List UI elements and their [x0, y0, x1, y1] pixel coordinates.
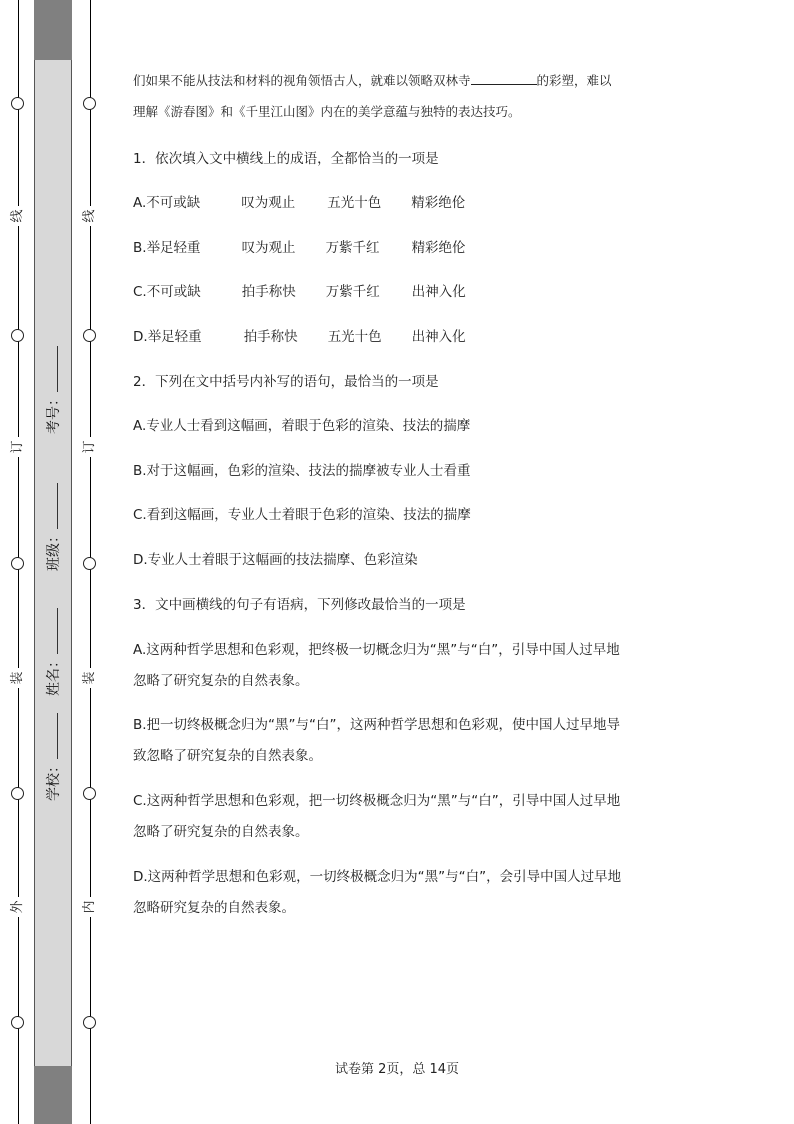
option-word: 举足轻重 [146, 240, 201, 256]
inner-mark-zhuang: 装 [80, 668, 100, 688]
inner-circle-marker [83, 787, 96, 800]
class-blank[interactable] [45, 483, 58, 529]
option-word: 五光十色 [327, 195, 382, 211]
inner-mark-xian: 线 [80, 206, 100, 226]
question-1-option-b[interactable] [133, 236, 466, 256]
option-word: 万紫千红 [325, 240, 380, 256]
outer-mark-zhuang: 装 [8, 668, 28, 688]
question-2-option-d[interactable]: D.专业人士着眼于这幅画的技法揣摩、色彩渲染 [133, 552, 418, 568]
exam-number-blank[interactable] [45, 346, 58, 392]
option-word: 精彩绝伦 [411, 195, 466, 211]
outer-circle-marker [11, 329, 24, 342]
question-1-stem: 1．依次填入文中横线上的成语，全都恰当的一项是 [133, 151, 439, 167]
option-line: A.这两种哲学思想和色彩观，把终极一切概念归为“黑”与“白”，引导中国人过早地 [133, 642, 620, 658]
question-2-stem: 2．下列在文中括号内补写的语句，最恰当的一项是 [133, 374, 439, 390]
exam-number-field[interactable] [43, 346, 63, 434]
outer-circle-marker [11, 1016, 24, 1029]
outer-mark-xian: 线 [8, 206, 28, 226]
passage-text: 的彩塑，难以 [536, 73, 612, 88]
inner-circle-marker [83, 1016, 96, 1029]
inner-mark-nei: 内 [80, 897, 100, 917]
option-word: 五光十色 [327, 329, 382, 345]
question-2-option-a[interactable]: A.专业人士看到这幅画，着眼于色彩的渲染、技法的揣摩 [133, 418, 471, 434]
inner-circle-marker [83, 557, 96, 570]
passage-blank [471, 73, 537, 85]
class-label: 班级： [46, 529, 62, 571]
option-word: 出神入化 [411, 329, 466, 345]
name-blank[interactable] [45, 608, 58, 654]
class-field[interactable] [43, 483, 63, 571]
inner-circle-marker [83, 329, 96, 342]
option-word: 叹为观止 [241, 195, 296, 211]
option-word: 万紫千红 [325, 284, 380, 300]
question-2-option-b[interactable]: B.对于这幅画，色彩的渲染、技法的揣摩被专业人士看重 [133, 463, 471, 479]
option-line: B.把一切终极概念归为“黑”与“白”，这两种哲学思想和色彩观，使中国人过早地导 [133, 717, 621, 733]
passage-text: 们如果不能从技法和材料的视角领悟古人，就难以领略双林寺 [133, 73, 471, 88]
option-word: 不可或缺 [146, 284, 201, 300]
binding-margin [0, 0, 108, 1124]
band-top-block [34, 0, 72, 60]
option-label: A. [133, 195, 147, 211]
option-line: C.这两种哲学思想和色彩观，把一切终极概念归为“黑”与“白”，引导中国人过早地 [133, 793, 621, 809]
outer-mark-wai: 外 [8, 897, 28, 917]
question-1-option-c[interactable] [133, 280, 466, 300]
option-line: 忽略了研究复杂的自然表象。 [133, 673, 309, 689]
name-field[interactable] [43, 608, 63, 696]
option-line: 致忽略了研究复杂的自然表象。 [133, 748, 322, 764]
option-word: 不可或缺 [146, 195, 201, 211]
option-label: B. [133, 240, 147, 256]
option-label: C. [133, 284, 147, 300]
option-word: 出神入化 [411, 284, 466, 300]
name-label: 姓名： [46, 654, 62, 696]
question-1-option-d[interactable] [133, 325, 466, 345]
option-word: 拍手称快 [241, 284, 296, 300]
school-blank[interactable] [45, 713, 58, 759]
option-word: 叹为观止 [241, 240, 296, 256]
question-1-option-a[interactable] [133, 191, 465, 211]
outer-circle-marker [11, 557, 24, 570]
passage-line-1 [133, 71, 612, 89]
outer-mark-ding: 订 [8, 437, 28, 457]
option-label: D. [133, 329, 148, 345]
inner-mark-ding: 订 [80, 437, 100, 457]
page-footer: 试卷第 2页，总 14页 [334, 1062, 460, 1077]
inner-circle-marker [83, 97, 96, 110]
question-2-option-c[interactable]: C.看到这幅画，专业人士着眼于色彩的渲染、技法的揣摩 [133, 507, 471, 523]
option-word: 拍手称快 [243, 329, 298, 345]
option-word: 举足轻重 [147, 329, 202, 345]
school-label: 学校： [46, 759, 62, 801]
option-line: 忽略了研究复杂的自然表象。 [133, 824, 309, 840]
school-field[interactable] [43, 713, 63, 801]
option-word: 精彩绝伦 [411, 240, 466, 256]
option-line: D.这两种哲学思想和色彩观，一切终极概念归为“黑”与“白”，会引导中国人过早地 [133, 869, 622, 885]
option-line: 忽略研究复杂的自然表象。 [133, 900, 295, 916]
passage-line-2: 理解《游春图》和《千里江山图》内在的美学意蕴与独特的表达技巧。 [133, 104, 521, 119]
exam-number-label: 考号： [46, 392, 62, 434]
question-3-stem: 3．文中画横线的句子有语病，下列修改最恰当的一项是 [133, 597, 466, 613]
outer-circle-marker [11, 787, 24, 800]
outer-circle-marker [11, 97, 24, 110]
